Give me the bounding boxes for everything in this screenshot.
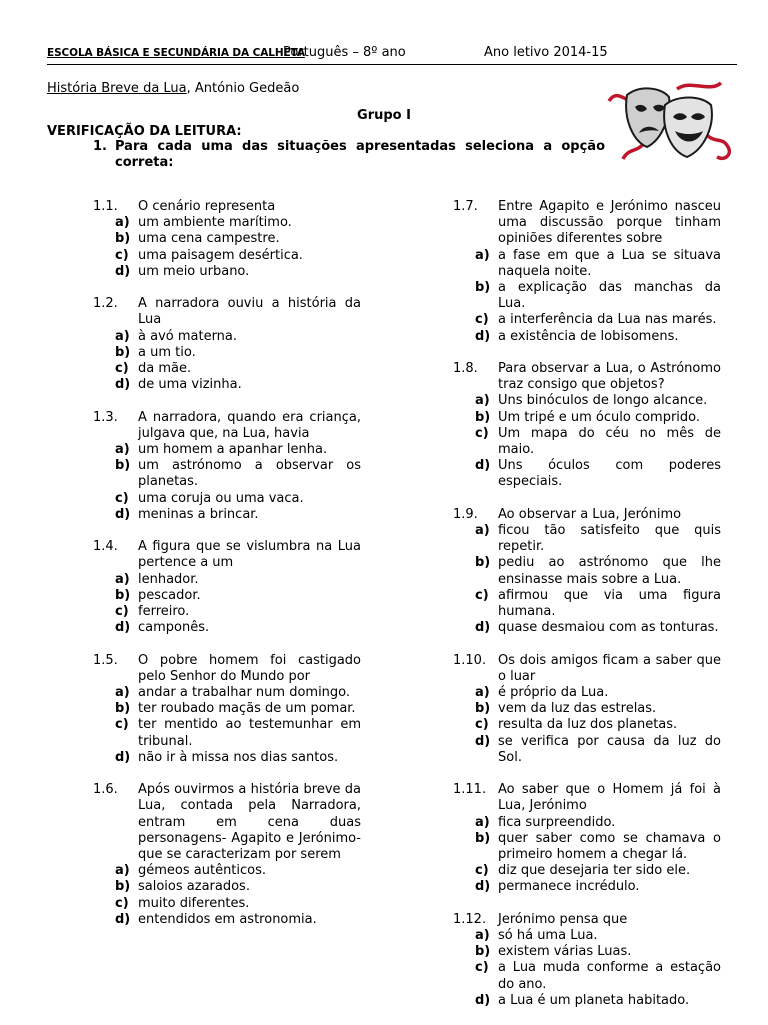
answer-option[interactable]	[453, 312, 721, 328]
question-stem	[93, 653, 361, 685]
option-text: saloios azarados.	[138, 879, 250, 895]
option-letter: c)	[475, 960, 489, 976]
answer-option[interactable]	[93, 231, 361, 247]
option-text: uma cena campestre.	[138, 231, 280, 247]
answer-option[interactable]	[93, 264, 361, 280]
question-stem	[93, 296, 361, 328]
work-author: , António Gedeão	[186, 81, 300, 96]
option-letter: d)	[475, 879, 491, 895]
option-text: vem da luz das estrelas.	[498, 701, 657, 717]
answer-option[interactable]	[93, 717, 361, 749]
option-text: a Lua muda conforme a estação do ano.	[498, 960, 721, 992]
answer-option[interactable]	[453, 280, 721, 312]
question-text: A narradora ouviu a história da Lua	[138, 296, 361, 328]
option-text: diz que desejaria ter sido ele.	[498, 863, 691, 879]
option-letter: b)	[475, 944, 491, 960]
answer-option[interactable]	[93, 685, 361, 701]
answer-option[interactable]	[93, 361, 361, 377]
option-text: um ambiente marítimo.	[138, 215, 292, 231]
question-text: Os dois amigos ficam a saber que o luar	[498, 652, 721, 684]
option-text: de uma vizinha.	[138, 377, 242, 393]
option-text: fica surpreendido.	[498, 814, 616, 830]
option-text: ter roubado maçãs de um pomar.	[138, 701, 356, 717]
answer-option[interactable]	[93, 215, 361, 231]
option-letter: d)	[115, 620, 131, 636]
question-text: Entre Agapito e Jerónimo nasceu uma discussão porque tinham opiniões diferentes sobre	[498, 199, 721, 247]
option-text: a interferência da Lua nas marés.	[498, 312, 717, 328]
question-stem	[453, 653, 721, 685]
option-letter: d)	[475, 733, 491, 749]
question	[93, 199, 361, 280]
option-text: lenhador.	[138, 571, 199, 587]
question-stem	[453, 199, 721, 248]
option-text: um homem a apanhar lenha.	[138, 442, 328, 458]
answer-option[interactable]	[453, 879, 721, 895]
question-number: 1.5.	[93, 652, 118, 668]
answer-option[interactable]	[93, 458, 361, 490]
option-text: andar a trabalhar num domingo.	[138, 685, 351, 701]
option-text: Um tripé e um óculo comprido.	[498, 409, 701, 425]
option-letter: d)	[475, 458, 491, 474]
option-letter: c)	[115, 604, 129, 620]
answer-option[interactable]	[453, 928, 721, 944]
option-text: ficou tão satisfeito que quis repetir.	[498, 523, 721, 555]
answer-option[interactable]	[93, 248, 361, 264]
option-letter: b)	[115, 701, 131, 717]
answer-option[interactable]	[453, 863, 721, 879]
option-text: a fase em que a Lua se situava naquela noite.	[498, 247, 721, 279]
answer-option[interactable]	[93, 701, 361, 717]
option-text: camponês.	[138, 620, 210, 636]
answer-option[interactable]	[93, 377, 361, 393]
instruction-number: 1.	[93, 139, 107, 154]
option-text: Um mapa do céu no mês de maio.	[498, 425, 721, 458]
answer-option[interactable]	[93, 879, 361, 895]
question-text: Para observar a Lua, o Astrónomo traz consigo que objetos?	[498, 361, 721, 393]
option-letter: d)	[115, 749, 131, 765]
answer-option[interactable]	[453, 555, 721, 587]
answer-option[interactable]	[93, 507, 361, 523]
question	[453, 782, 721, 895]
option-text: uma coruja ou uma vaca.	[138, 490, 304, 506]
question-text: Ao observar a Lua, Jerónimo	[498, 506, 682, 522]
question-text: Após ouvirmos a história breve da Lua, contada pela Narradora, entram em cena duas personagens- Agapito e Jerónimo- que se caracterizam por serem	[138, 782, 361, 863]
answer-option[interactable]	[453, 248, 721, 280]
answer-option[interactable]	[453, 458, 721, 490]
work-title: História Breve da Lua	[47, 81, 187, 96]
option-text: a existência de lobisomens.	[498, 328, 679, 344]
answer-option[interactable]	[93, 588, 361, 604]
answer-option[interactable]	[453, 393, 721, 409]
option-text: resulta da luz dos planetas.	[498, 717, 678, 733]
option-text: se verifica por causa da luz do Sol.	[498, 733, 721, 765]
option-text: Uns binóculos de longo alcance.	[498, 393, 708, 409]
option-letter: b)	[475, 701, 491, 717]
option-text: à avó materna.	[138, 328, 238, 344]
section-title: VERIFICAÇÃO DA LEITURA:	[47, 124, 242, 139]
question	[453, 912, 721, 1009]
answer-option[interactable]	[93, 329, 361, 345]
option-text: a um tio.	[138, 344, 196, 360]
question-stem	[453, 782, 721, 814]
option-letter: c)	[115, 361, 129, 377]
option-text: da mãe.	[138, 361, 192, 377]
option-letter: c)	[475, 863, 489, 879]
answer-option[interactable]	[93, 442, 361, 458]
option-letter: b)	[475, 830, 491, 846]
option-letter: a)	[475, 685, 490, 701]
question-text: A figura que se vislumbra na Lua pertence a um	[138, 539, 361, 571]
option-text: afirmou que via uma figura humana.	[498, 587, 721, 620]
option-letter: a)	[115, 685, 130, 701]
answer-option[interactable]	[453, 815, 721, 831]
option-text: quase desmaiou com as tonturas.	[498, 620, 719, 636]
question	[453, 199, 721, 345]
option-letter: b)	[115, 879, 131, 895]
option-letter: b)	[475, 280, 491, 296]
answer-option[interactable]	[93, 604, 361, 620]
option-text: permanece incrédulo.	[498, 879, 640, 895]
question	[453, 507, 721, 637]
answer-option[interactable]	[93, 912, 361, 928]
option-letter: d)	[115, 911, 131, 927]
option-text: um meio urbano.	[138, 263, 250, 279]
option-letter: b)	[475, 409, 491, 425]
answer-option[interactable]	[453, 685, 721, 701]
option-letter: a)	[475, 523, 490, 539]
option-letter: a)	[475, 928, 490, 944]
option-letter: a)	[115, 328, 130, 344]
question-number: 1.7.	[453, 199, 478, 214]
question	[453, 653, 721, 766]
option-letter: c)	[115, 717, 129, 733]
question-text: O pobre homem foi castigado pelo Senhor do Mundo por	[138, 652, 361, 684]
question-number: 1.3.	[93, 409, 118, 425]
answer-option[interactable]	[453, 701, 721, 717]
question	[93, 653, 361, 766]
option-text: pescador.	[138, 587, 201, 603]
option-text: Uns óculos com poderes especiais.	[498, 458, 721, 490]
answer-option[interactable]	[453, 734, 721, 766]
option-letter: c)	[115, 247, 129, 263]
option-text: existem várias Luas.	[498, 944, 632, 960]
option-letter: d)	[115, 263, 131, 279]
answer-option[interactable]	[453, 944, 721, 960]
question-text: A narradora, quando era criança, julgava que, na Lua, havia	[138, 409, 361, 441]
option-letter: d)	[475, 992, 491, 1008]
question	[453, 361, 721, 491]
option-letter: c)	[475, 717, 489, 733]
answer-option[interactable]	[453, 329, 721, 345]
option-letter: b)	[115, 344, 131, 360]
question-number: 1.2.	[93, 296, 118, 312]
question-number: 1.4.	[93, 539, 118, 555]
question-stem	[93, 199, 361, 215]
question-text: Jerónimo pensa que	[498, 911, 628, 927]
school-year: Ano letivo 2014-15	[484, 45, 608, 60]
answer-option[interactable]	[453, 620, 721, 636]
option-letter: d)	[115, 506, 131, 522]
question-number: 1.1.	[93, 199, 118, 214]
question-stem	[93, 539, 361, 571]
answer-option[interactable]	[453, 831, 721, 863]
question	[93, 410, 361, 523]
answer-option[interactable]	[93, 620, 361, 636]
option-letter: b)	[115, 587, 131, 603]
answer-option[interactable]	[93, 491, 361, 507]
option-letter: b)	[475, 555, 491, 571]
option-letter: a)	[475, 247, 490, 263]
option-letter: b)	[115, 231, 131, 247]
option-text: gémeos autênticos.	[138, 863, 267, 879]
option-text: a explicação das manchas da Lua.	[498, 280, 721, 312]
questions-column-left	[93, 199, 361, 944]
option-text: um astrónomo a observar os planetas.	[138, 458, 361, 490]
theater-masks-icon	[605, 75, 733, 165]
option-letter: b)	[115, 458, 131, 474]
answer-option[interactable]	[453, 426, 721, 458]
option-text: uma paisagem desértica.	[138, 247, 303, 263]
answer-option[interactable]	[93, 750, 361, 766]
question-number: 1.8.	[453, 361, 478, 377]
option-letter: a)	[115, 863, 130, 879]
answer-option[interactable]	[93, 896, 361, 912]
question	[93, 296, 361, 393]
option-letter: a)	[475, 814, 490, 830]
option-text: ferreiro.	[138, 604, 190, 620]
question-stem	[93, 410, 361, 442]
option-letter: c)	[475, 312, 489, 328]
school-name: ESCOLA BÁSICA E SECUNDÁRIA DA CALHETA	[47, 47, 305, 59]
question	[93, 782, 361, 928]
option-letter: c)	[115, 490, 129, 506]
work-reference	[47, 81, 299, 96]
question	[93, 539, 361, 636]
option-text: muito diferentes.	[138, 895, 250, 911]
answer-option[interactable]	[453, 588, 721, 620]
answer-option[interactable]	[453, 993, 721, 1009]
option-text: só há uma Lua.	[498, 928, 598, 944]
question-number: 1.10.	[453, 652, 487, 668]
option-letter: a)	[475, 393, 490, 409]
option-text: quer saber como se chamava o primeiro homem a chegar lá.	[498, 830, 721, 863]
option-text: a Lua é um planeta habitado.	[498, 992, 690, 1008]
option-letter: d)	[475, 620, 491, 636]
question-text: Ao saber que o Homem já foi à Lua, Jerónimo	[498, 782, 721, 814]
option-letter: a)	[115, 571, 130, 587]
option-text: é próprio da Lua.	[498, 685, 609, 701]
answer-option[interactable]	[453, 523, 721, 555]
question-number: 1.11.	[453, 782, 487, 798]
option-text: ter mentido ao testemunhar em tribunal.	[138, 717, 361, 749]
answer-option[interactable]	[453, 410, 721, 426]
subject: Português – 8º ano	[283, 45, 406, 60]
question-number: 1.6.	[93, 782, 118, 798]
question-text: O cenário representa	[138, 199, 276, 214]
question-stem	[93, 782, 361, 863]
answer-option[interactable]	[93, 345, 361, 361]
option-text: entendidos em astronomia.	[138, 911, 317, 927]
option-text: pediu ao astrónomo que lhe ensinasse mais sobre a Lua.	[498, 555, 721, 587]
answer-option[interactable]	[453, 717, 721, 733]
option-letter: c)	[475, 425, 489, 441]
option-letter: d)	[475, 328, 491, 344]
question-stem	[453, 361, 721, 393]
option-text: não ir à missa nos dias santos.	[138, 749, 339, 765]
answer-option[interactable]	[453, 960, 721, 992]
questions-column-right	[453, 199, 721, 1025]
option-letter: c)	[475, 587, 489, 603]
question-stem	[453, 912, 721, 928]
header-divider	[47, 64, 737, 65]
question-number: 1.12.	[453, 911, 487, 927]
option-letter: d)	[115, 377, 131, 393]
answer-option[interactable]	[93, 572, 361, 588]
group-title: Grupo I	[357, 108, 411, 123]
option-letter: a)	[115, 442, 130, 458]
answer-option[interactable]	[93, 863, 361, 879]
instruction	[93, 139, 605, 171]
option-letter: c)	[115, 895, 129, 911]
question-number: 1.9.	[453, 506, 478, 522]
option-text: meninas a brincar.	[138, 506, 259, 522]
option-letter: a)	[115, 215, 130, 231]
question-stem	[453, 507, 721, 523]
page-header	[47, 45, 737, 63]
instruction-text: Para cada uma das situações apresentadas seleciona a opção correta:	[115, 139, 605, 170]
